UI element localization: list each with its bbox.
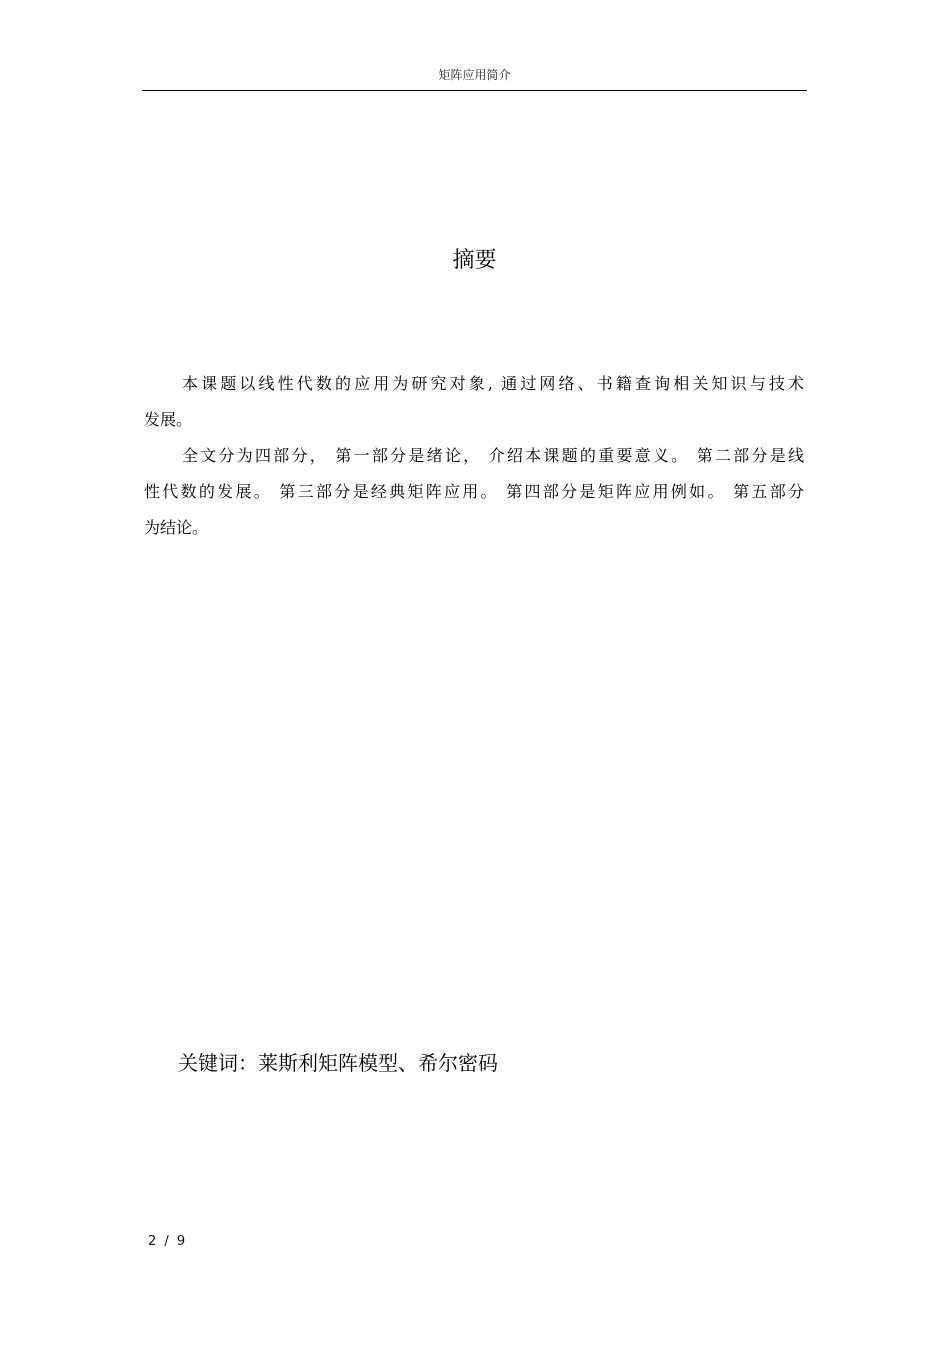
paragraph-line: 本课题以线性代数的应用为研究对象, 通过网络、书籍查询相关知识与技术 [182,374,804,393]
abstract-body [144,366,804,546]
paragraph-line: 性代数的发展。 第三部分是经典矩阵应用。 第四部分是矩阵应用例如。 第五部分 [144,482,804,501]
abstract-title: 摘要 [452,248,497,273]
abstract-paragraph-2 [144,438,804,546]
paragraph-line: 发展。 [144,410,193,429]
paragraph-line: 为结论。 [144,518,209,537]
page-number: 2 / 9 [148,1234,188,1249]
abstract-paragraph-1 [144,366,804,438]
keywords-line: 关键词：莱斯利矩阵模型、希尔密码 [178,1051,498,1075]
paragraph-line: 全文分为四部分， 第一部分是绪论， 介绍本课题的重要意义。 第二部分是线 [182,446,804,465]
running-header: 矩阵应用简介 [438,68,511,82]
header-rule [142,90,807,91]
